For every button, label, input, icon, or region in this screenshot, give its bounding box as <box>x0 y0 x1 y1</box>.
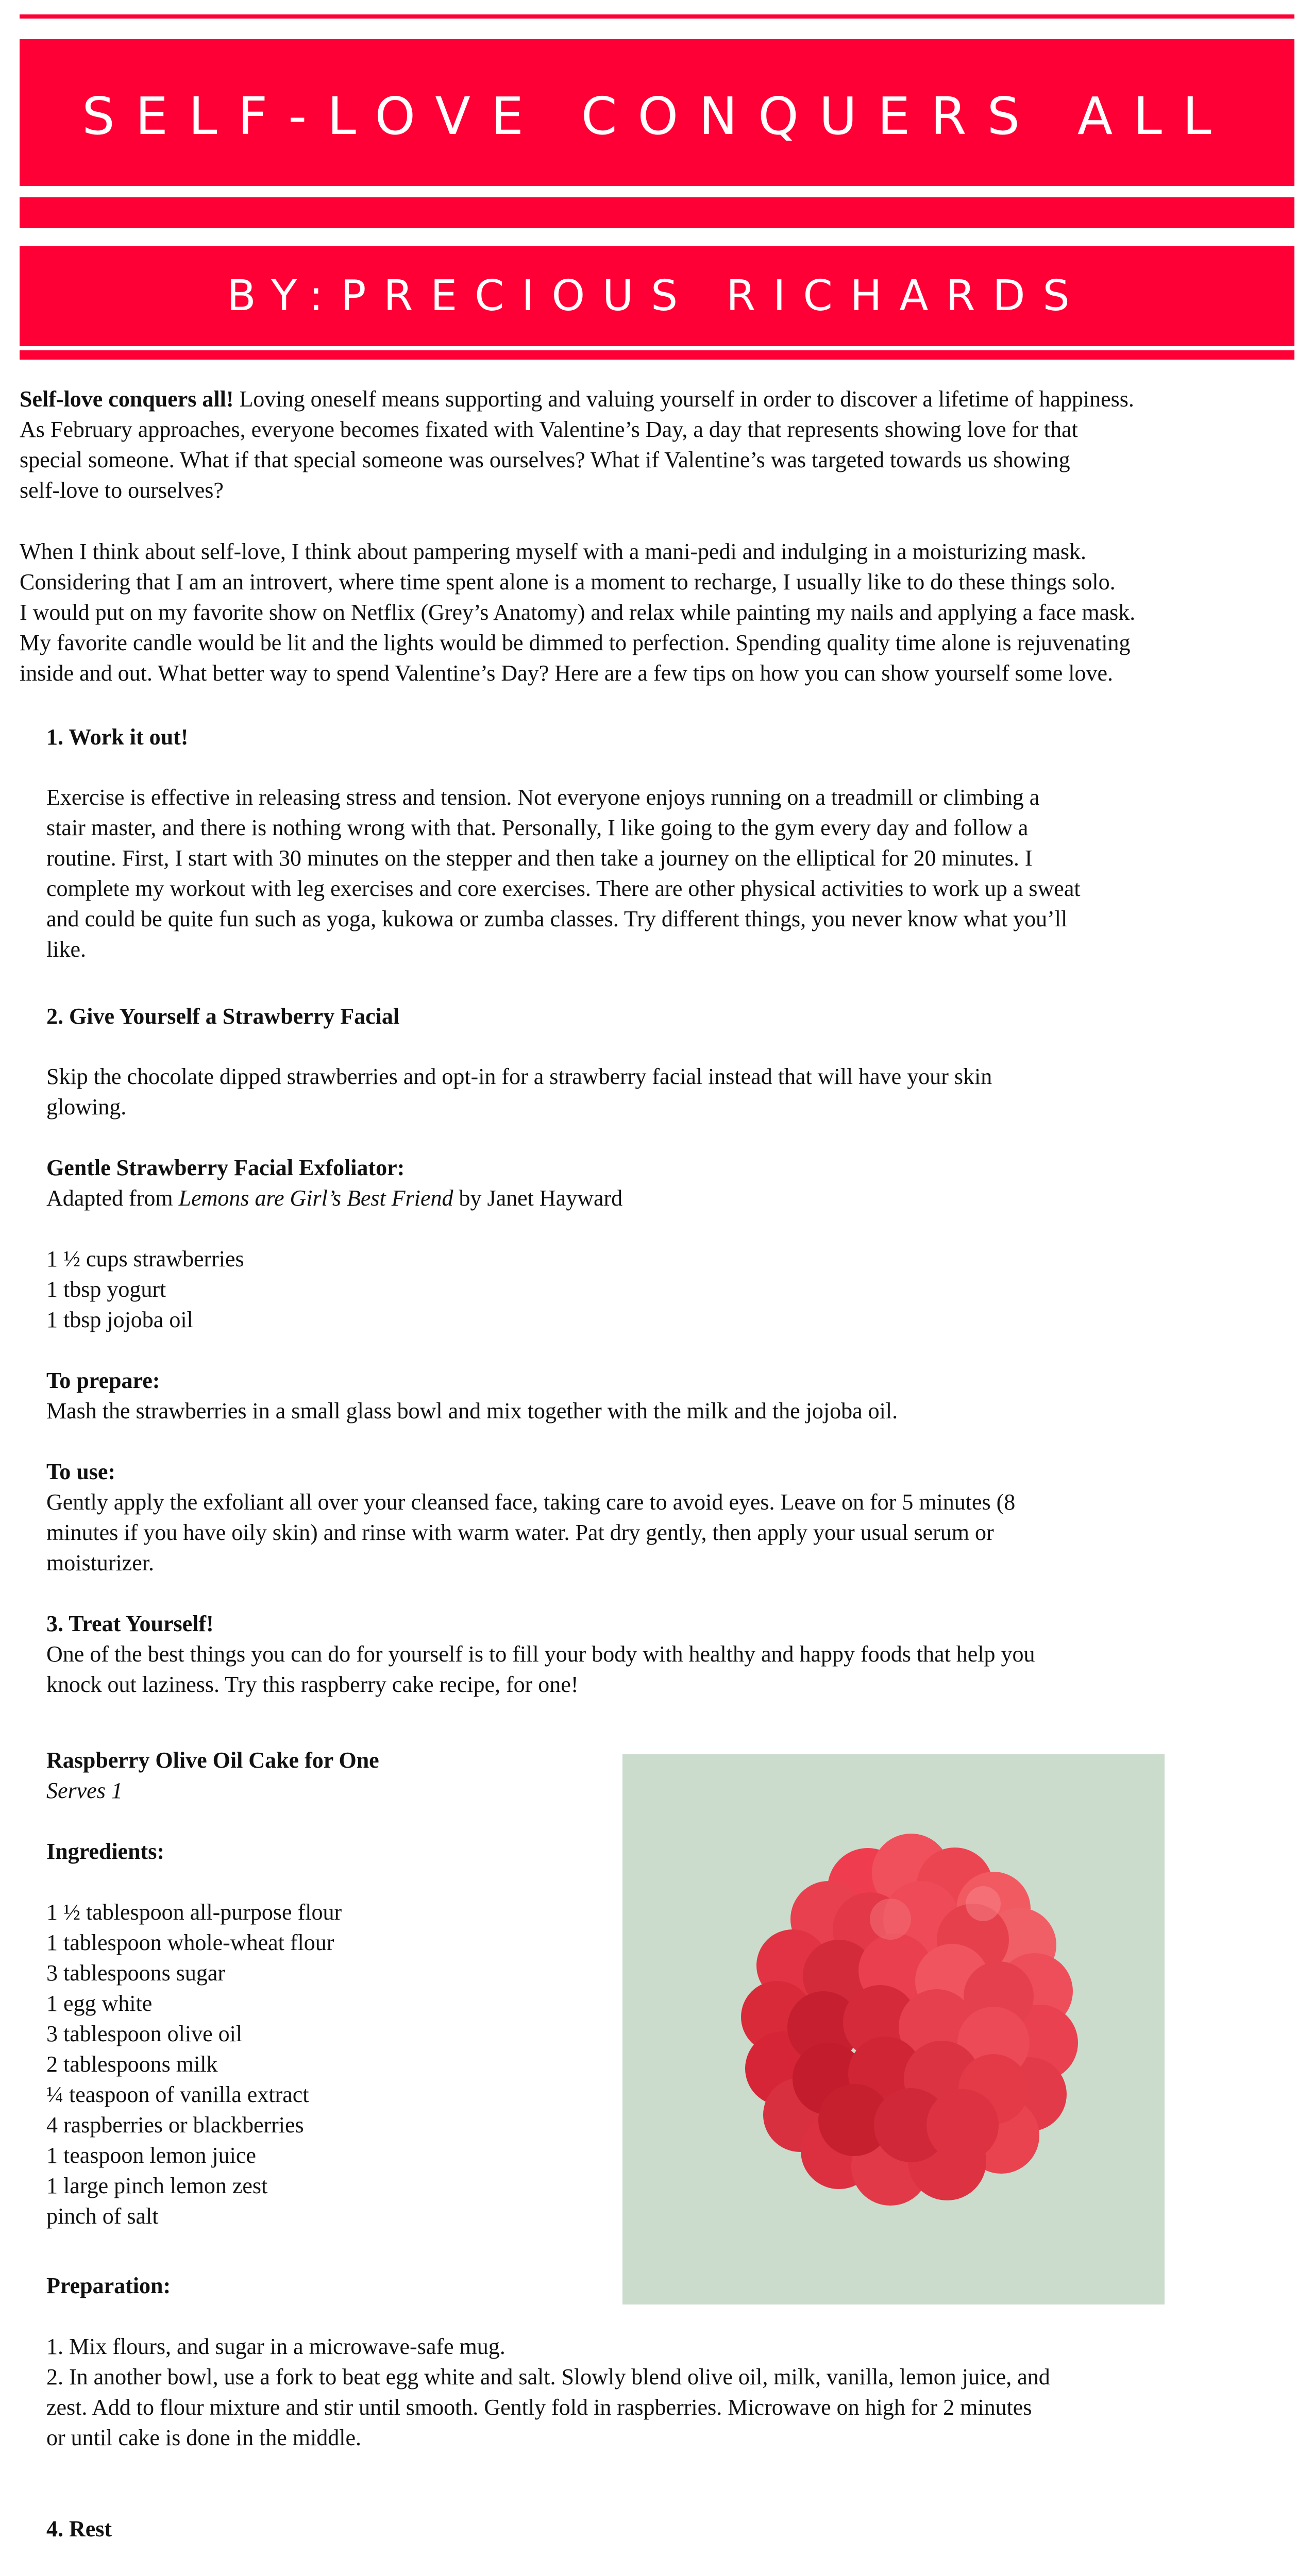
book-title: Lemons are Girl’s Best Friend <box>178 1185 453 1211</box>
ingredient-item: 2 tablespoons milk <box>46 2052 218 2077</box>
body-line: minutes if you have oily skin) and rinse with warm water. Pat dry gently, then apply your usual serum or <box>46 1520 994 1545</box>
body-line: Skip the chocolate dipped strawberries and opt-in for a strawberry facial instead that will have your skin <box>46 1064 992 1089</box>
body-line: One of the best things you can do for yourself is to fill your body with healthy and happy foods that help you <box>46 1641 1035 1667</box>
ingredient-item: 1 tbsp jojoba oil <box>46 1307 193 1332</box>
ingredient-item: pinch of salt <box>46 2204 159 2229</box>
ingredient-item: 1 large pinch lemon zest <box>46 2173 268 2198</box>
recipe-title: Raspberry Olive Oil Cake for One <box>46 1748 379 1773</box>
body-line: routine. First, I start with 30 minutes on the stepper and then take a journey on the elliptical for 20 minutes. I <box>46 845 1033 871</box>
banner-stripe-bottom <box>20 346 1294 350</box>
ingredient-list <box>46 1897 342 2231</box>
byline: BY:PRECIOUS RICHARDS <box>227 272 1087 320</box>
recipe-title: Gentle Strawberry Facial Exfoliator: <box>46 1155 405 1180</box>
recipe-serves: Serves 1 <box>46 1778 123 1803</box>
intro-paragraph-2 <box>20 536 1135 688</box>
body-line: and could be quite fun such as yoga, kukowa or zumba classes. Try different things, you never know what you’ll <box>46 906 1068 931</box>
intro-line: When I think about self-love, I think about pampering myself with a mani-pedi and indulging in a moisturizing mask. <box>20 539 1087 564</box>
ingredient-item: 4 raspberries or blackberries <box>46 2112 304 2138</box>
ingredient-item: 1 tablespoon whole-wheat flour <box>46 1930 334 1955</box>
recipe-credit <box>46 1183 622 1213</box>
body-line: Exercise is effective in releasing stress and tension. Not everyone enjoys running on a treadmill or climbing a <box>46 785 1040 810</box>
body-line: glowing. <box>46 1094 127 1120</box>
preparation-step: zest. Add to flour mixture and stir until smooth. Gently fold in raspberries. Microwave on high for 2 minutes <box>46 2395 1032 2420</box>
subheading: To use: <box>46 1459 116 1484</box>
subheading: Preparation: <box>46 2273 171 2298</box>
section-heading: 1. Work it out! <box>46 724 189 750</box>
preparation-step: 2. In another bowl, use a fork to beat egg white and salt. Slowly blend olive oil, milk, vanilla, lemon juice, and <box>46 2364 1050 2389</box>
section-1-body <box>46 782 1081 964</box>
credit-author: by Janet Hayward <box>453 1185 623 1211</box>
intro-line: self-love to ourselves? <box>20 478 224 503</box>
ingredient-item: 3 tablespoons sugar <box>46 1960 226 1986</box>
intro-line: I would put on my favorite show on Netflix (Grey’s Anatomy) and relax while painting my nails and applying a face mask. <box>20 600 1136 625</box>
ingredient-item: 1 ½ cups strawberries <box>46 1246 244 1272</box>
section-3-body <box>46 1639 1035 1700</box>
page-title: SELF-LOVE CONQUERS ALL <box>82 86 1232 146</box>
preparation-step: 1. Mix flours, and sugar in a microwave-safe mug. <box>46 2334 506 2359</box>
preparation-step: or until cake is done in the middle. <box>46 2425 361 2450</box>
body-line: knock out laziness. Try this raspberry cake recipe, for one! <box>46 1672 579 1697</box>
banner-stripe-last <box>20 355 1294 360</box>
intro-paragraph-1 <box>20 384 1134 505</box>
preparation-steps <box>46 2331 1050 2453</box>
body-line: like. <box>46 937 86 962</box>
ingredient-item: 1 egg white <box>46 1991 153 2016</box>
body-line: moisturizer. <box>46 1550 154 1575</box>
ingredient-item: 1 tbsp yogurt <box>46 1277 166 1302</box>
ingredient-item: 1 teaspoon lemon juice <box>46 2143 256 2168</box>
intro-line: Loving oneself means supporting and valuing yourself in order to discover a lifetime of happiness. <box>233 386 1134 412</box>
intro-line: My favorite candle would be lit and the lights would be dimmed to perfection. Spending quality time alone is rejuvenating <box>20 630 1131 655</box>
banner-stripe-middle <box>20 197 1294 228</box>
section-4-body <box>46 2574 1077 2576</box>
body-line: complete my workout with leg exercises and core exercises. There are other physical activities to work up a sweat <box>46 876 1081 901</box>
body-line: stair master, and there is nothing wrong with that. Personally, I like going to the gym every day and follow a <box>46 815 1029 840</box>
intro-line: inside and out. What better way to spend Valentine’s Day? Here are a few tips on how you can show yourself some love. <box>20 660 1114 686</box>
ingredient-list <box>46 1244 244 1335</box>
intro-line: special someone. What if that special someone was ourselves? What if Valentine’s was targeted towards us showing <box>20 447 1070 472</box>
ingredient-item: 3 tablespoon olive oil <box>46 2021 243 2046</box>
subheading: Ingredients: <box>46 1839 164 1864</box>
raspberry-icon <box>622 1754 1165 2304</box>
credit-prefix: Adapted from <box>46 1185 179 1211</box>
intro-line: As February approaches, everyone becomes fixated with Valentine’s Day, a day that represents showing love for that <box>20 417 1078 442</box>
ingredient-item: 1 ½ tablespoon all-purpose flour <box>46 1900 342 1925</box>
intro-lead: Self-love conquers all! <box>20 386 234 412</box>
subheading: To prepare: <box>46 1368 160 1393</box>
body-line: Gently apply the exfoliant all over your cleansed face, taking care to avoid eyes. Leave on for 5 minutes (8 <box>46 1489 1016 1515</box>
ingredient-item: ¼ teaspoon of vanilla extract <box>46 2082 309 2107</box>
intro-line: Considering that I am an introvert, where time spent alone is a moment to recharge, I usually like to do these things solo. <box>20 569 1116 595</box>
section-heading: 2. Give Yourself a Strawberry Facial <box>46 1004 400 1029</box>
use-text <box>46 1487 1015 1578</box>
body-line <box>46 2574 1077 2576</box>
section-2-body <box>46 1061 992 1122</box>
section-heading: 4. Rest <box>46 2516 112 2541</box>
raspberry-illustration <box>622 1754 1165 2304</box>
prepare-text: Mash the strawberries in a small glass bowl and mix together with the milk and the jojoba oil. <box>46 1398 898 1423</box>
banner-stripe-top <box>20 14 1294 19</box>
section-heading: 3. Treat Yourself! <box>46 1611 214 1636</box>
